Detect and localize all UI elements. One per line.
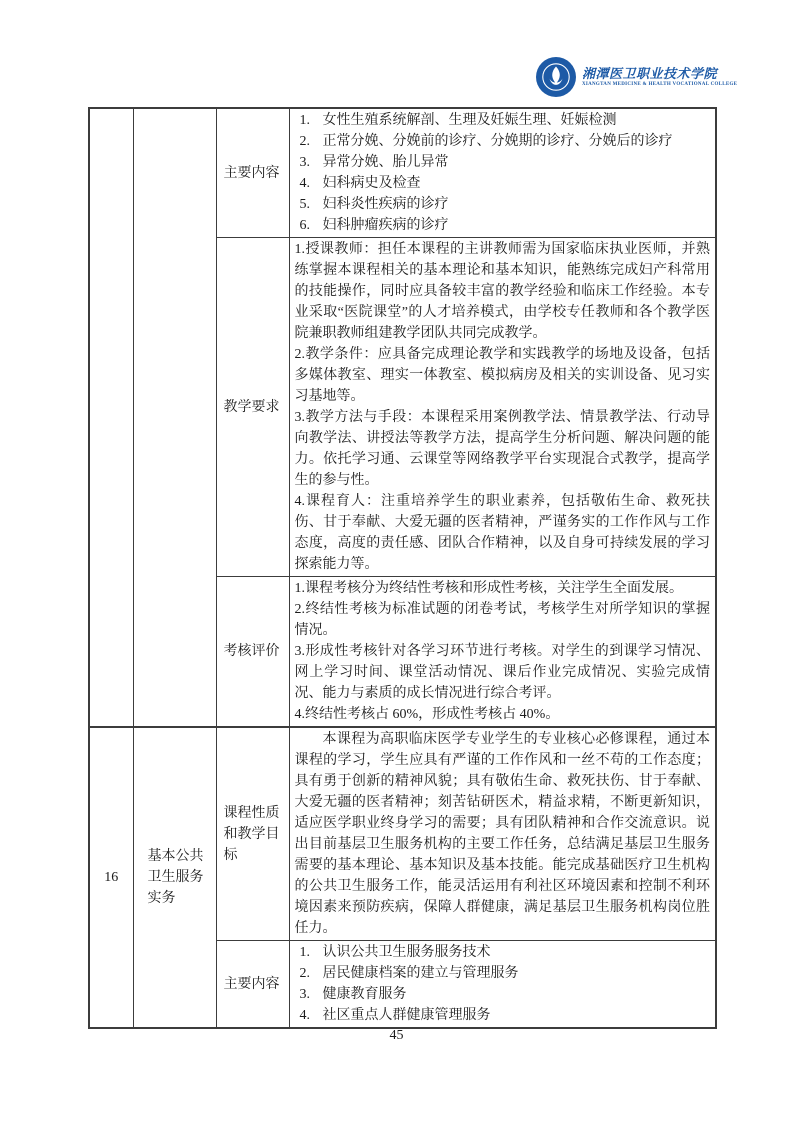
list-item-number: 1. xyxy=(299,113,310,128)
list-item-number: 6. xyxy=(299,218,310,233)
section-label-cell: 课程性质和教学目标 xyxy=(216,727,289,941)
college-logo xyxy=(536,57,737,97)
paragraph: 3.形成性考核针对各学习环节进行考核。对学生的到课学习情况、网上学习时间、课堂活动情况、课后作业完成情况、实验完成情况、能力与素质的成长情况进行综合考评。 xyxy=(294,644,710,701)
course-table xyxy=(88,107,717,1029)
college-name-cn: 湘潭医卫职业技术学院 xyxy=(582,66,718,81)
list-item-text: 认识公共卫生服务服务技术 xyxy=(322,945,491,960)
section-content-cell xyxy=(289,108,716,238)
list-item-number: 3. xyxy=(299,155,310,170)
paragraph: 1.课程考核分为终结性考核和形成性考核，关注学生全面发展。 xyxy=(294,581,683,596)
section-content-cell xyxy=(289,941,716,1029)
section-label-cell: 主要内容 xyxy=(216,108,289,238)
paragraph: 4.课程育人：注重培养学生的职业素养，包括敬佑生命、救死扶伤、甘于奉献、大爱无疆的医者精神，严谨务实的工作作风与工作态度，高度的责任感、团队合作精神，以及自身可持续发展的学习探索能力等。 xyxy=(294,494,710,572)
college-name-block xyxy=(582,66,737,88)
list-item-text: 居民健康档案的建立与管理服务 xyxy=(322,966,519,981)
content-list xyxy=(295,110,711,236)
section-label-cell: 教学要求 xyxy=(216,238,289,577)
list-item-text: 妇科肿瘤疾病的诊疗 xyxy=(322,218,449,233)
list-item xyxy=(295,984,711,1005)
course-name-cell: 基本公共卫生服务实务 xyxy=(133,727,216,1028)
section-label-cell: 考核评价 xyxy=(216,577,289,728)
paragraph: 1.授课教师：担任本课程的主讲教师需为国家临床执业医师，并熟练掌握本课程相关的基本理论和基本知识，能熟练完成妇产科常用的技能操作，同时应具备较丰富的教学经验和临床工作经验。本专业采取“医院课堂”的人才培养模式，由学校专任教师和各个教学医院兼职教师组建教学团队共同完成教学。 xyxy=(294,242,710,341)
content-paragraphs xyxy=(295,578,711,725)
list-item-number: 4. xyxy=(299,1008,310,1023)
paragraph: 2.终结性考核为标准试题的闭卷考试，考核学生对所学知识的掌握情况。 xyxy=(294,602,710,638)
page-number: 45 xyxy=(389,1028,404,1043)
list-item-number: 2. xyxy=(299,134,310,149)
list-item xyxy=(295,194,711,215)
list-item xyxy=(295,152,711,173)
content-list xyxy=(295,942,711,1026)
paragraph: 2.教学条件：应具备完成理论教学和实践教学的场地及设备，包括多媒体教室、理实一体教室、模拟病房及相关的实训设备、见习实习基地等。 xyxy=(294,347,710,404)
list-item-text: 正常分娩、分娩前的诊疗、分娩期的诊疗、分娩后的诊疗 xyxy=(322,134,673,149)
list-item-text: 妇科病史及检查 xyxy=(322,176,421,191)
list-item-text: 异常分娩、胎儿异常 xyxy=(322,155,449,170)
list-item-text: 健康教育服务 xyxy=(322,987,407,1002)
college-name-en: XIANGTAN MEDICINE & HEALTH VOCATIONAL COLLEGE xyxy=(582,82,738,87)
list-item-text: 妇科炎性疾病的诊疗 xyxy=(322,197,449,212)
section-content-cell xyxy=(289,238,716,577)
college-emblem-icon xyxy=(536,57,576,97)
list-item xyxy=(295,110,711,131)
list-item xyxy=(295,942,711,963)
section-content-cell xyxy=(289,727,716,941)
list-item xyxy=(295,173,711,194)
section-label-cell: 主要内容 xyxy=(216,941,289,1029)
list-item-number: 3. xyxy=(299,987,310,1002)
course-name-cell xyxy=(133,108,216,727)
list-item-number: 4. xyxy=(299,176,310,191)
list-item xyxy=(295,215,711,236)
content-paragraphs xyxy=(295,239,711,575)
list-item xyxy=(295,1005,711,1026)
list-item-number: 5. xyxy=(299,197,310,212)
section-content-cell xyxy=(289,577,716,728)
paragraph: 3.教学方法与手段：本课程采用案例教学法、情景教学法、行动导向教学法、讲授法等教学方法，提高学生分析问题、解决问题的能力。依托学习通、云课堂等网络教学平台实现混合式教学，提高学生的参与性。 xyxy=(294,410,710,488)
list-item xyxy=(295,131,711,152)
list-item-text: 女性生殖系统解剖、生理及妊娠生理、妊娠检测 xyxy=(322,113,617,128)
list-item-number: 2. xyxy=(299,966,310,981)
list-item-number: 1. xyxy=(299,945,310,960)
paragraph: 本课程为高职临床医学专业学生的专业核心必修课程，通过本课程的学习，学生应具有严谨的工作作风和一丝不苟的工作态度；具有勇于创新的精神风貌；具有敬佑生命、救死扶伤、甘于奉献、大爱无疆的医者精神；刻苦钻研医术，精益求精，不断更新知识，适应医学职业终身学习的需要；具有团队精神和合作交流意识。说出目前基层卫生服务机构的主要工作任务，总结满足基层卫生服务需要的基本理论、基本知识及基本技能。能完成基础医疗卫生机构的公共卫生服务工作，能灵活运用有利社区环境因素和控制不利环境因素来预防疾病，保障人群健康，满足基层卫生服务机构岗位胜任力。 xyxy=(294,732,710,936)
course-number-cell xyxy=(89,108,133,727)
list-item-text: 社区重点人群健康管理服务 xyxy=(322,1008,491,1023)
course-number-cell: 16 xyxy=(89,727,133,1028)
content-paragraphs xyxy=(295,729,711,939)
paragraph: 4.终结性考核占 60%，形成性考核占 40%。 xyxy=(294,707,560,722)
list-item xyxy=(295,963,711,984)
